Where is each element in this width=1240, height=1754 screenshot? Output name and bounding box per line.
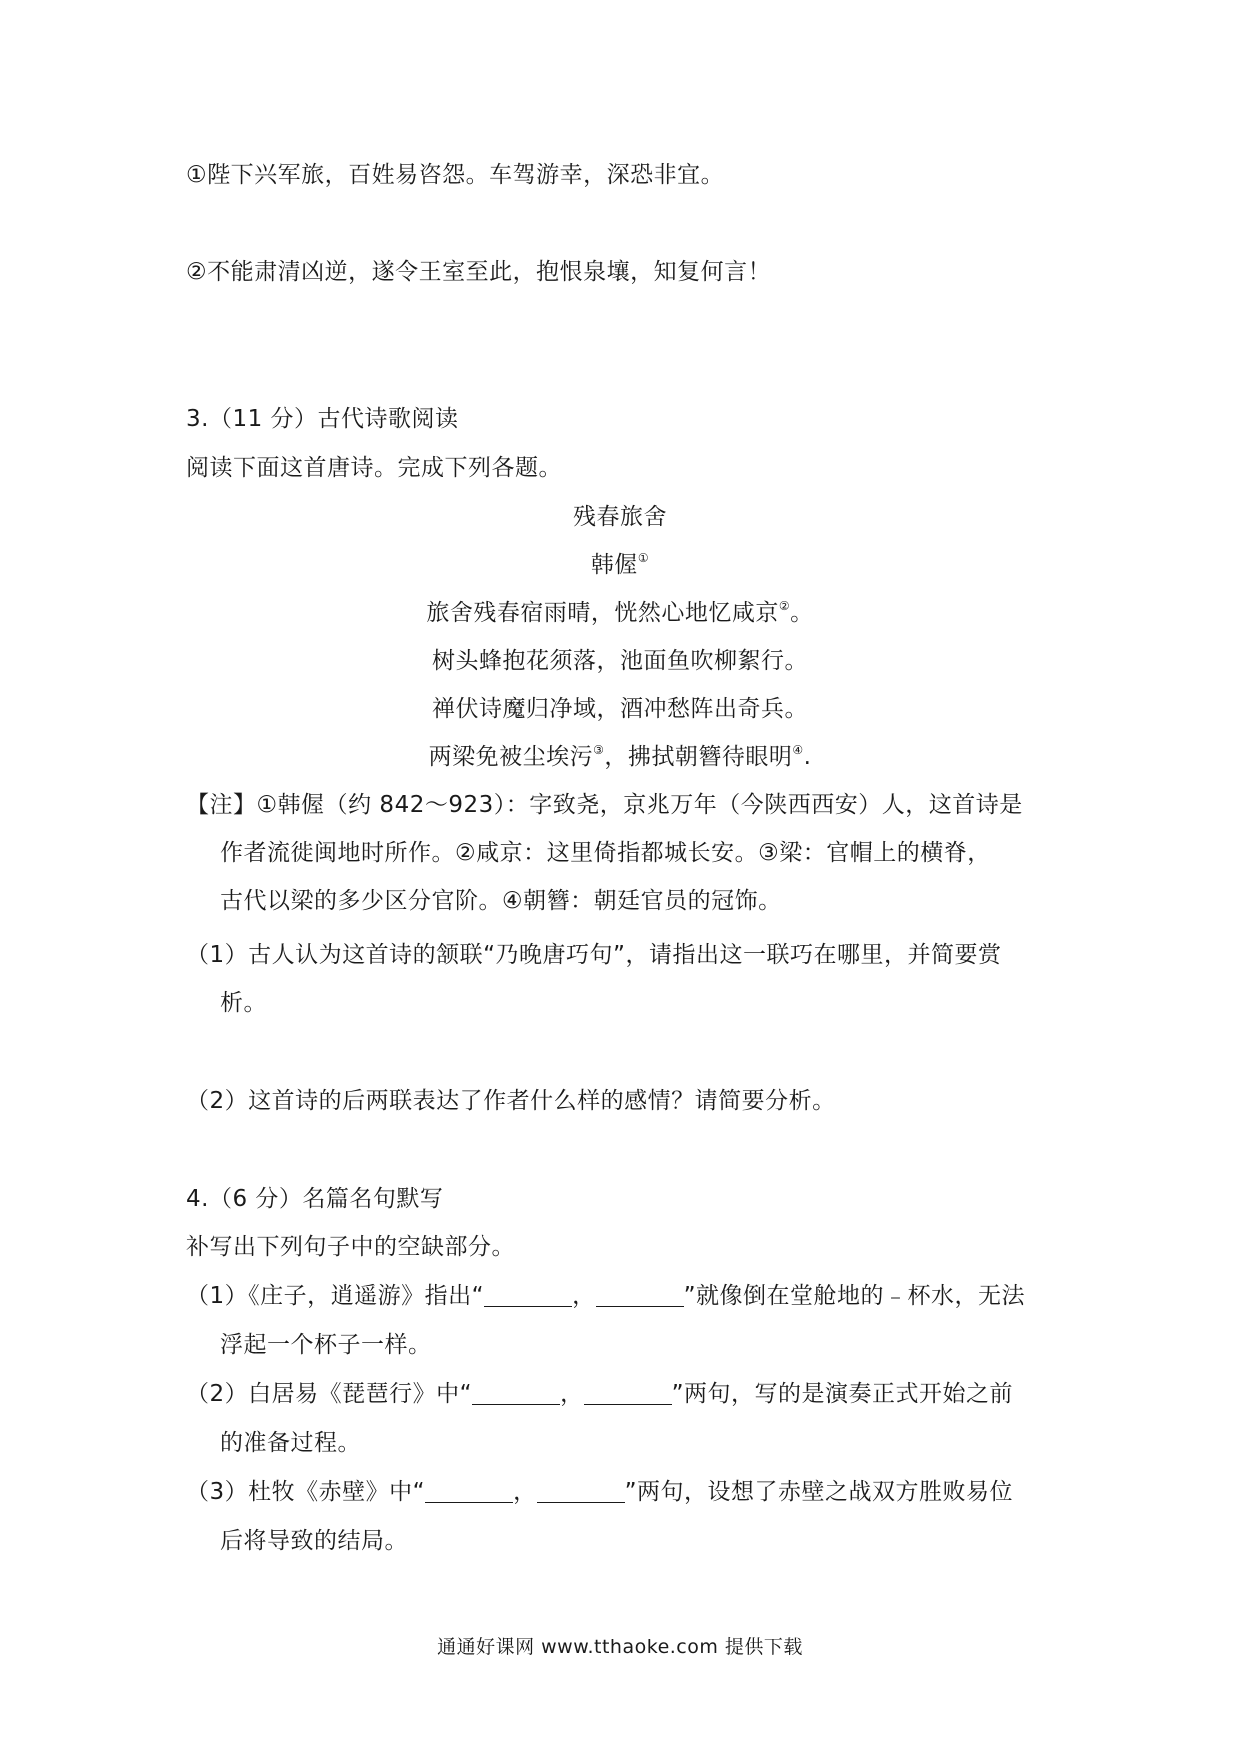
poem-line-2: 树头蜂抱花须落，池面鱼吹柳絮行。 xyxy=(432,648,808,674)
q4-item-3-suffix: ”两句，设想了赤壁之战双方胜败易位 xyxy=(624,1479,1013,1505)
q4-item-3-line-1 xyxy=(186,1477,1013,1507)
poem-title: 残春旅舍 xyxy=(573,504,667,530)
poem-author-name: 韩偓 xyxy=(590,552,638,578)
q4-instruction: 补写出下列句子中的空缺部分。 xyxy=(186,1234,515,1260)
note-line-2: 作者流徙闽地时所作。②咸京：这里倚指都城长安。③梁：官帽上的横脊， xyxy=(220,840,991,866)
answer-blank[interactable] xyxy=(537,1480,625,1503)
poem-line-3: 禅伏诗魔归净域，酒冲愁阵出奇兵。 xyxy=(432,696,808,722)
q4-item-3-prefix: （3）杜牧《赤壁》中“ xyxy=(186,1479,426,1505)
note-line-1: 【注】①韩偓（约 842～923）：字致尧，京兆万年（今陕西西安）人，这首诗是 xyxy=(186,792,1023,818)
poem-line-4 xyxy=(0,742,1240,772)
note-mark: ① xyxy=(637,551,650,565)
q3-sub1-line-2: 析。 xyxy=(220,990,267,1016)
q4-item-2-line-1 xyxy=(186,1379,1013,1409)
poem-line-1 xyxy=(0,598,1240,628)
answer-blank[interactable] xyxy=(584,1382,672,1405)
poem-line-1-end: 。 xyxy=(790,600,814,626)
q3-sub1-line-1: （1）古人认为这首诗的颔联“乃晚唐巧句”，请指出这一联巧在哪里，并简要赏 xyxy=(186,942,1002,968)
q4-item-1-line-2: 浮起一个杯子一样。 xyxy=(220,1332,432,1358)
prev-sentence-1: ①陛下兴军旅，百姓易咨怨。车驾游幸，深恐非宜。 xyxy=(186,162,725,188)
answer-blank[interactable] xyxy=(596,1284,684,1307)
q4-item-1-line-1 xyxy=(186,1281,1025,1311)
q3-heading: 3.（11 分）古代诗歌阅读 xyxy=(186,406,459,432)
note-mark: ③ xyxy=(593,743,605,757)
q4-item-2-suffix: ”两句，写的是演奏正式开始之前 xyxy=(671,1381,1013,1407)
note-mark: ④ xyxy=(792,743,804,757)
q4-item-1-suffix: ”就像倒在堂舱地的﹣杯水，无法 xyxy=(683,1283,1025,1309)
q3-instruction: 阅读下面这首唐诗。完成下列各题。 xyxy=(186,455,562,481)
poem-line-4-text-b: ，拂拭朝簪待眼明 xyxy=(604,744,793,770)
poem-line-4-end: . xyxy=(803,744,812,770)
q4-item-1-prefix: （1）《庄子，逍遥游》指出“ xyxy=(186,1283,485,1309)
q4-item-3-line-2: 后将导致的结局。 xyxy=(220,1528,408,1554)
q4-item-3-sep: ， xyxy=(513,1479,537,1505)
q4-item-2-line-2: 的准备过程。 xyxy=(220,1430,361,1456)
q4-heading: 4.（6 分）名篇名句默写 xyxy=(186,1186,444,1212)
answer-blank[interactable] xyxy=(484,1284,572,1307)
poem-line-4-text-a: 两梁免被尘埃污 xyxy=(428,744,594,770)
q4-item-2-sep: ， xyxy=(560,1381,584,1407)
poem-author xyxy=(0,550,1240,580)
prev-sentence-2: ②不能肃清凶逆，遂令王室至此，抱恨泉壤，知复何言！ xyxy=(186,259,772,285)
q4-item-2-prefix: （2）白居易《琵琶行》中“ xyxy=(186,1381,473,1407)
note-mark: ② xyxy=(778,599,791,613)
answer-blank[interactable] xyxy=(425,1480,513,1503)
note-line-3: 古代以梁的多少区分官阶。④朝簪：朝廷官员的冠饰。 xyxy=(220,888,782,914)
answer-blank[interactable] xyxy=(472,1382,560,1405)
q3-sub2: （2）这首诗的后两联表达了作者什么样的感情？请简要分析。 xyxy=(186,1088,836,1114)
poem-line-1-text: 旅舍残春宿雨晴，恍然心地忆咸京 xyxy=(426,600,779,626)
footer-text: 通通好课网 www.tthaoke.com 提供下载 xyxy=(437,1636,803,1658)
q4-item-1-sep: ， xyxy=(572,1283,596,1309)
